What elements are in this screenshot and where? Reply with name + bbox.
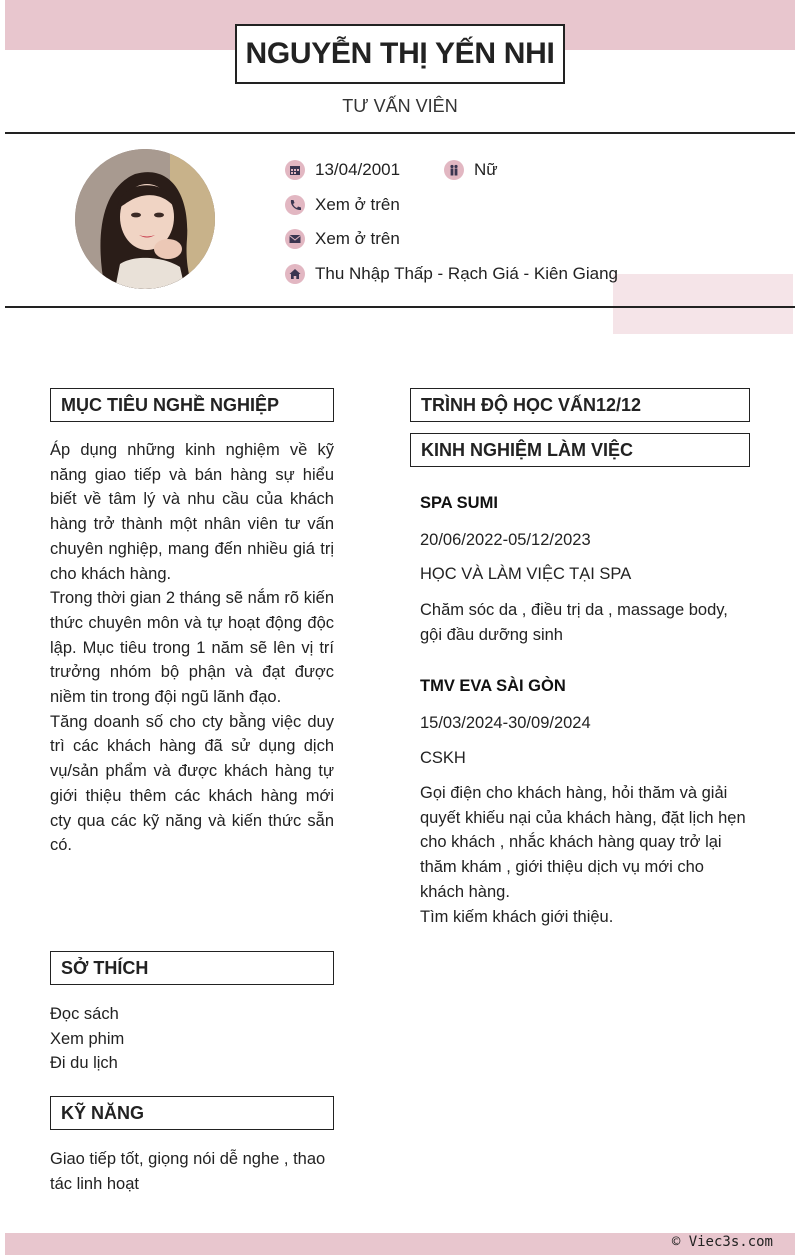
phone-row <box>285 195 400 215</box>
email-value: Xem ở trên <box>315 229 400 248</box>
job-company: SPA SUMI <box>420 494 498 512</box>
hobby-item: Xem phim <box>50 1029 125 1048</box>
hobby-item: Đi du lịch <box>50 1054 118 1073</box>
experience-heading: KINH NGHIỆM LÀM VIỆC <box>410 433 750 467</box>
gender-icon <box>444 160 464 180</box>
job-description: Chăm sóc da , điều trị da , massage body, gội đầu dưỡng sinh <box>420 601 728 644</box>
job-description-line: Gọi điện cho khách hàng, hỏi thăm và giải quyết khiếu nại của khách hàng, đặt lịch hẹn cho khách , nhắc khách hàng quay trở lại thăm khám , giới thiệu dịch vụ mới cho khách hàng. <box>420 784 746 901</box>
calendar-icon <box>285 160 305 180</box>
divider-top <box>5 132 795 134</box>
phone-value: Xem ở trên <box>315 195 400 214</box>
job-position: HỌC VÀ LÀM VIỆC TẠI SPA <box>420 565 632 583</box>
email-row <box>285 229 400 249</box>
job-period: 15/03/2024-30/09/2024 <box>420 714 591 732</box>
hobbies-list <box>50 1002 334 1076</box>
objective-paragraph: Trong thời gian 2 tháng sẽ nắm rõ kiến thức chuyên môn và tự hoạt động độc lập. Mục tiêu trong 1 năm sẽ lên vị trí trưởng nhóm bộ phận và đạt được niềm tin trong đội ngũ lãnh đạo. <box>50 589 334 707</box>
divider-bottom <box>5 306 795 308</box>
mail-icon <box>285 229 305 249</box>
skills-heading: KỸ NĂNG <box>50 1096 334 1130</box>
address-row <box>285 264 618 284</box>
objective-paragraph: Tăng doanh số cho cty bằng việc duy trì các khách hàng đã sử dụng dịch vụ/sản phẩm và được khách hàng tự giới thiệu thêm các khách hàng mới cty qua các kỹ năng và kiến thức sẵn có. <box>50 712 334 855</box>
hobby-item: Đọc sách <box>50 1005 119 1023</box>
birthday-row <box>285 160 400 180</box>
job-period: 20/06/2022-05/12/2023 <box>420 531 591 549</box>
skills-text: Giao tiếp tốt, giọng nói dễ nghe , thao tác linh hoạt <box>50 1150 326 1193</box>
home-icon <box>285 264 305 284</box>
education-heading: TRÌNH ĐỘ HỌC VẤN12/12 <box>410 388 750 422</box>
job-position: CSKH <box>420 749 466 767</box>
job-description <box>420 781 750 929</box>
decorative-block <box>613 274 793 334</box>
objective-text <box>50 438 334 858</box>
footer-copyright: © Viec3s.com <box>671 1234 773 1250</box>
gender-value: Nữ <box>474 160 498 179</box>
gender-row <box>444 160 498 180</box>
birthday-value: 13/04/2001 <box>315 160 401 179</box>
hobbies-heading: SỞ THÍCH <box>50 951 334 985</box>
address-value: Thu Nhập Thấp - Rạch Giá - Kiên Giang <box>315 264 619 283</box>
objective-paragraph: Áp dụng những kinh nghiệm về kỹ năng giao tiếp và bán hàng sự hiểu biết về tâm lý và nhu cầu của khách hàng trở thành một nhân viên tư vấn chuyên nghiệp, mang đến nhiều giá trị cho khách hàng. <box>50 441 334 583</box>
job-description-line: Tìm kiếm khách giới thiệu. <box>420 907 614 926</box>
portrait-image <box>75 149 215 289</box>
candidate-name: NGUYỄN THỊ YẾN NHI <box>235 24 565 84</box>
avatar <box>75 149 215 289</box>
job-company: TMV EVA SÀI GÒN <box>420 677 566 695</box>
objective-heading: MỤC TIÊU NGHỀ NGHIỆP <box>50 388 334 422</box>
job-title: TƯ VẤN VIÊN <box>342 96 458 116</box>
phone-icon <box>285 195 305 215</box>
